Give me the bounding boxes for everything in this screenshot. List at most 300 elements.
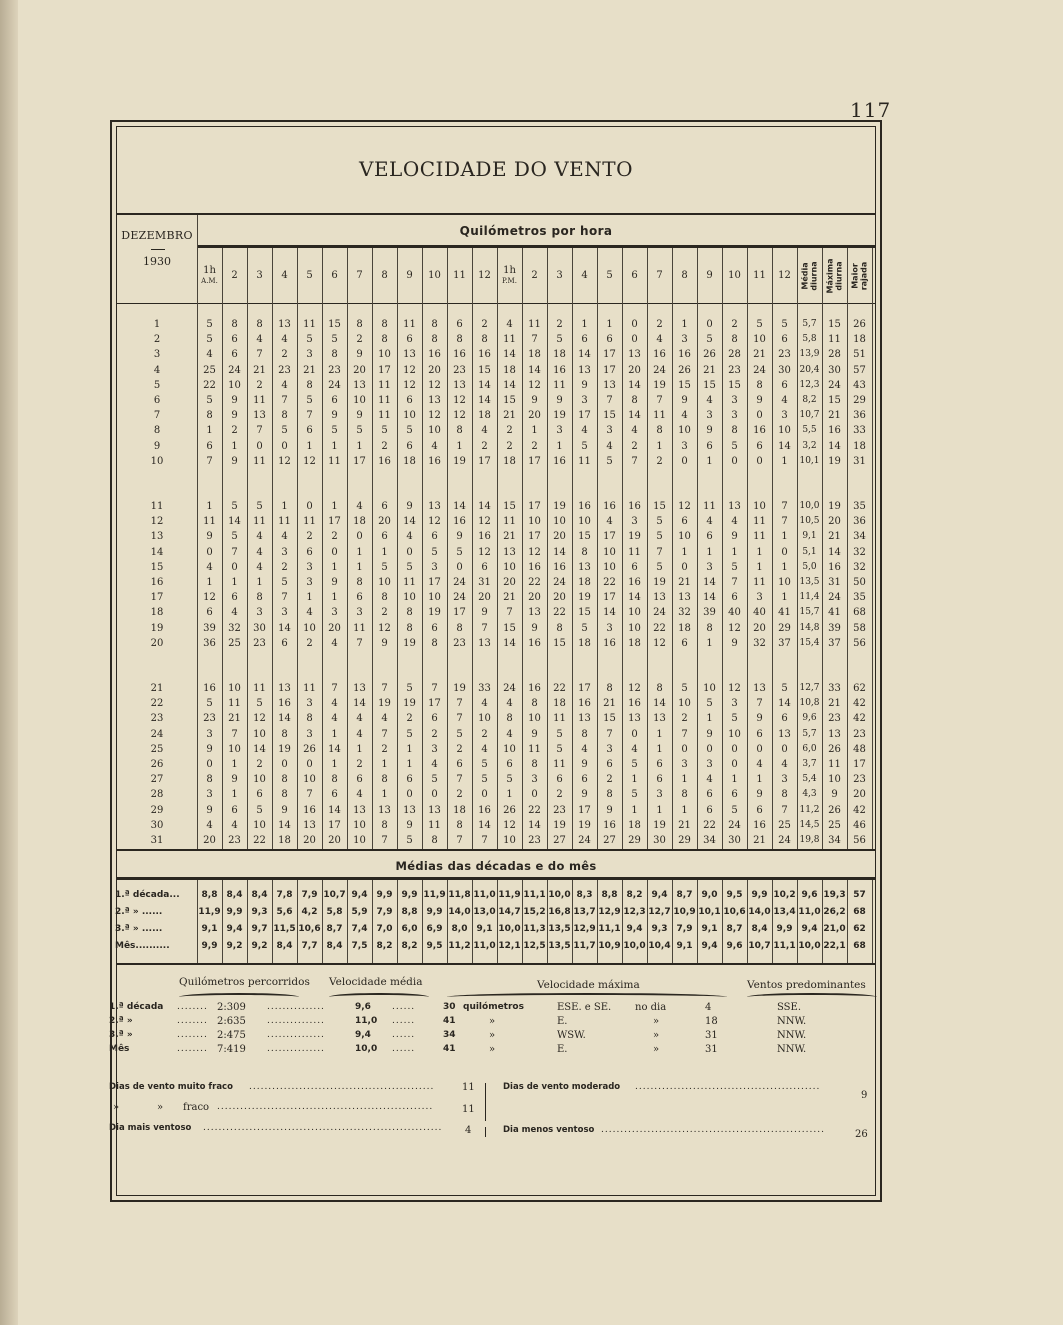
table-cell: 21: [828, 698, 841, 710]
medias-cell: 9,6: [801, 890, 818, 900]
table-cell: 2: [281, 561, 288, 573]
table-cell: 56: [853, 637, 866, 649]
table-cell: 1: [706, 455, 713, 467]
dia-value: 4: [705, 1002, 712, 1013]
table-cell: 4: [481, 743, 488, 755]
table-cell: 18: [453, 804, 466, 816]
table-cell: 1: [331, 501, 338, 512]
hour-label: 5: [306, 270, 313, 281]
medias-row-label: 3.ª » ......: [115, 924, 163, 934]
menos-ventoso-label: Dia menos ventoso: [503, 1125, 595, 1135]
medias-cell: 11,0: [473, 890, 496, 900]
table-cell: 3: [356, 607, 363, 619]
medias-cell: 9,4: [226, 924, 243, 934]
table-cell: 20: [553, 531, 566, 543]
table-cell: 19: [378, 698, 391, 710]
table-cell: 24: [453, 592, 466, 604]
table-cell: 0: [756, 743, 763, 755]
medias-cell: 12,3: [623, 907, 646, 917]
table-cell: 1: [331, 759, 338, 770]
table-cell: 2: [506, 440, 513, 452]
table-cell: 1: [356, 561, 363, 573]
table-cell: 9: [531, 728, 538, 740]
medias-cell: 10,0: [498, 924, 521, 934]
table-cell: 3: [606, 622, 613, 634]
table-cell: 9: [581, 379, 588, 391]
medias-cell: 11,0: [473, 941, 496, 951]
ditto-mark: »: [653, 1030, 660, 1041]
table-cell: 10: [253, 774, 266, 786]
table-cell: 6: [431, 713, 438, 725]
table-cell: 19: [578, 592, 591, 604]
table-cell: 21: [678, 577, 691, 588]
ditto-mark: »: [653, 1044, 660, 1055]
table-cell: 10: [403, 410, 416, 422]
table-cell: 24: [653, 364, 666, 376]
table-cell: 1: [706, 713, 713, 725]
table-cell: 14: [253, 743, 266, 755]
table-cell: 22: [603, 577, 616, 588]
table-cell: 19: [653, 379, 666, 391]
table-cell: 3: [731, 410, 738, 422]
vel-max-value: 41: [443, 1016, 456, 1026]
hour-header: [447, 251, 472, 301]
table-cell: 9,1: [802, 531, 817, 542]
table-cell: 10: [503, 835, 516, 846]
table-cell: 2: [306, 531, 313, 543]
hour-label: 3: [556, 270, 563, 281]
table-cell: 6: [406, 774, 413, 786]
table-cell: 1: [406, 743, 413, 755]
table-cell: 17: [428, 577, 441, 588]
hour-header: [622, 251, 647, 301]
table-cell: 6: [681, 637, 688, 649]
table-cell: 11: [503, 516, 516, 528]
table-cell: 22: [653, 622, 666, 634]
table-cell: 13: [453, 379, 466, 391]
table-cell: 12: [453, 410, 466, 422]
table-cell: 15: [728, 379, 741, 391]
hour-header: [572, 251, 597, 301]
section-brace: [179, 993, 299, 1001]
table-cell: 7: [231, 728, 238, 740]
table-cell: 1: [356, 440, 363, 452]
medias-cell: 9,7: [251, 924, 268, 934]
table-cell: 26: [303, 743, 316, 755]
table-cell: 10: [428, 425, 441, 437]
medias-cell: 11,1: [773, 941, 796, 951]
table-cell: 4: [431, 759, 438, 770]
table-cell: 16: [828, 425, 841, 437]
table-cell: 8: [206, 774, 213, 786]
table-cell: 36: [853, 516, 866, 528]
medias-cell: 9,9: [776, 924, 793, 934]
table-cell: 6: [231, 334, 238, 346]
table-cell: 12: [628, 683, 641, 694]
table-cell: 1: [556, 440, 563, 452]
table-cell: 4: [631, 425, 638, 437]
table-cell: 13: [428, 395, 441, 406]
table-cell: 16: [653, 349, 666, 361]
medias-cell: 57: [853, 890, 866, 900]
table-cell: 3: [331, 607, 338, 619]
table-cell: 11: [753, 531, 766, 543]
table-cell: 1: [656, 440, 663, 452]
table-cell: 4: [681, 410, 688, 422]
table-cell: 28: [728, 349, 741, 361]
table-cell: 14: [528, 364, 541, 376]
table-cell: 3: [781, 410, 788, 422]
table-cell: 20: [203, 835, 216, 846]
table-cell: 3: [556, 425, 563, 437]
table-cell: 50: [853, 577, 866, 588]
medias-cell: 8,2: [376, 941, 393, 951]
hour-header: [322, 251, 347, 301]
table-cell: 5: [706, 334, 713, 346]
table-cell: 8: [256, 592, 263, 604]
table-cell: 11: [578, 455, 591, 467]
vel-max-value: 34: [443, 1030, 456, 1040]
table-cell: 1: [756, 546, 763, 558]
table-cell: 24: [653, 607, 666, 619]
table-cell: 13: [303, 819, 316, 831]
table-cell: 25: [778, 819, 791, 831]
day-label: 23: [150, 713, 164, 725]
hour-label: 4: [281, 270, 288, 281]
hour-header: [197, 251, 222, 301]
table-cell: 16: [453, 516, 466, 528]
table-cell: 9: [206, 531, 213, 543]
table-cell: 10: [753, 501, 766, 512]
table-cell: 11: [403, 577, 416, 588]
ditto-mark: »: [489, 1030, 496, 1041]
medias-cell: 9,2: [251, 941, 268, 951]
medias-cell: 7,7: [301, 941, 318, 951]
table-cell: 4: [481, 698, 488, 710]
table-cell: 4: [331, 637, 338, 649]
table-cell: 20: [328, 622, 341, 634]
table-cell: 2: [406, 713, 413, 725]
table-cell: 6: [756, 440, 763, 452]
medias-cell: 7,5: [351, 941, 368, 951]
table-cell: 6: [581, 334, 588, 346]
table-cell: 5: [331, 425, 338, 437]
table-cell: 6: [731, 789, 738, 801]
table-cell: 14: [278, 622, 291, 634]
table-cell: 10: [678, 698, 691, 710]
summary-column-label: Máxima diurna: [825, 258, 844, 294]
table-cell: 2: [256, 379, 263, 391]
table-cell: 21: [753, 349, 766, 361]
table-cell: 12: [528, 379, 541, 391]
table-cell: 4: [781, 759, 788, 770]
table-cell: 1: [506, 789, 513, 801]
day-label: 13: [150, 531, 164, 543]
table-cell: 1: [456, 440, 463, 452]
medias-cell: 8,8: [601, 890, 618, 900]
table-cell: 3: [206, 789, 213, 801]
medias-row-label: 2.ª » ......: [115, 907, 163, 917]
table-cell: 12: [428, 516, 441, 528]
table-cell: 0: [756, 455, 763, 467]
table-cell: 0: [756, 410, 763, 422]
units-header: Quilómetros por hora: [459, 224, 613, 238]
medias-cell: 9,9: [426, 907, 443, 917]
table-cell: 3: [306, 349, 313, 361]
table-cell: 26: [703, 349, 716, 361]
table-cell: 10: [228, 743, 241, 755]
table-cell: 0: [356, 531, 363, 543]
day-label: 10: [150, 455, 164, 467]
table-cell: 11: [253, 683, 266, 694]
table-cell: 8: [681, 789, 688, 801]
table-cell: 14: [528, 819, 541, 831]
table-cell: 11: [503, 334, 516, 346]
table-cell: 11: [553, 713, 566, 725]
table-cell: 21: [303, 364, 316, 376]
table-cell: 13: [403, 804, 416, 816]
table-cell: 18: [678, 622, 691, 634]
ditto-mark: »: [113, 1102, 120, 1113]
table-cell: 8: [406, 622, 413, 634]
table-cell: 8: [731, 334, 738, 346]
table-cell: 4: [781, 395, 788, 406]
medias-cell: 9,9: [201, 941, 218, 951]
leader-dots: ........: [177, 1002, 208, 1012]
table-cell: 5: [481, 759, 488, 770]
table-cell: 10: [528, 713, 541, 725]
table-cell: 14: [778, 440, 791, 452]
table-cell: 15: [603, 713, 616, 725]
table-cell: 1: [681, 319, 688, 330]
hour-header: [297, 251, 322, 301]
leader-dots: ..........................................................: [601, 1125, 825, 1135]
table-cell: 6: [331, 395, 338, 406]
medias-cell: 9,9: [751, 890, 768, 900]
section-brace: [447, 993, 727, 1001]
table-cell: 3: [306, 698, 313, 710]
leader-dots: ......: [392, 1002, 416, 1012]
table-cell: 11: [303, 319, 316, 330]
table-cell: 16: [478, 804, 491, 816]
medias-cell: 14,0: [748, 907, 771, 917]
table-cell: 15: [828, 395, 841, 406]
table-cell: 27: [553, 835, 566, 846]
table-cell: 8: [381, 334, 388, 346]
table-cell: 18: [528, 349, 541, 361]
medias-cell: 7,9: [676, 924, 693, 934]
table-cell: 2: [456, 789, 463, 801]
table-cell: 4: [356, 789, 363, 801]
table-cell: 39: [203, 622, 216, 634]
leader-dots: ...............: [267, 1030, 325, 1040]
table-cell: 30: [728, 835, 741, 846]
table-cell: 2: [606, 774, 613, 786]
table-cell: 24: [503, 683, 516, 694]
table-cell: 43: [853, 379, 866, 391]
medias-rule: [117, 877, 875, 880]
table-cell: 12: [253, 713, 266, 725]
table-cell: 29: [853, 395, 866, 406]
table-cell: 8: [381, 319, 388, 330]
table-cell: 12,7: [799, 683, 820, 693]
hour-label: 7: [656, 270, 663, 281]
table-cell: 26: [678, 364, 691, 376]
table-cell: 17: [578, 804, 591, 816]
table-cell: 23: [728, 364, 741, 376]
table-cell: 11,2: [799, 804, 820, 815]
table-cell: 15: [703, 379, 716, 391]
page-gutter: [0, 0, 18, 1325]
table-cell: 1: [781, 455, 788, 467]
table-cell: 7: [656, 546, 663, 558]
table-cell: 0: [406, 789, 413, 801]
summary-column-label: Média diurna: [800, 261, 819, 291]
table-cell: 0: [706, 743, 713, 755]
table-cell: 10: [478, 713, 491, 725]
table-cell: 7: [256, 425, 263, 437]
table-cell: 41: [778, 607, 791, 619]
table-cell: 13: [603, 379, 616, 391]
table-cell: 6: [431, 531, 438, 543]
medias-cell: 9,9: [226, 907, 243, 917]
table-cell: 12: [378, 622, 391, 634]
table-cell: 12: [403, 379, 416, 391]
day-label: 6: [153, 395, 161, 406]
table-cell: 3: [306, 728, 313, 740]
table-cell: 0: [256, 440, 263, 452]
table-cell: 22: [703, 819, 716, 831]
day-label: 15: [150, 561, 164, 573]
table-cell: 8: [431, 835, 438, 846]
dia-value: 31: [705, 1030, 718, 1041]
table-cell: 16: [678, 349, 691, 361]
table-cell: 9: [331, 577, 338, 588]
table-cell: 7: [281, 395, 288, 406]
table-cell: 14: [578, 349, 591, 361]
table-cell: 1: [706, 637, 713, 649]
table-cell: 24: [728, 819, 741, 831]
leader-dots: ........................................................: [217, 1102, 434, 1112]
table-cell: 48: [853, 743, 866, 755]
medias-cell: 12,7: [648, 907, 671, 917]
table-cell: 1: [206, 577, 213, 588]
table-cell: 68: [853, 607, 866, 619]
table-cell: 2: [631, 440, 638, 452]
table-cell: 5: [456, 728, 463, 740]
medias-cell: 9,6: [726, 941, 743, 951]
medias-cell: 7,9: [376, 907, 393, 917]
table-cell: 11: [353, 622, 366, 634]
table-cell: 19: [278, 743, 291, 755]
table-cell: 1: [206, 425, 213, 437]
leader-dots: ........: [177, 1016, 208, 1026]
table-cell: 7: [656, 395, 663, 406]
table-cell: 9: [381, 637, 388, 649]
table-cell: 37: [778, 637, 791, 649]
table-cell: 19: [628, 531, 641, 543]
table-cell: 11: [253, 516, 266, 528]
table-cell: 8: [581, 546, 588, 558]
medias-cell: 8,3: [576, 890, 593, 900]
table-cell: 7: [681, 728, 688, 740]
table-cell: 6: [206, 440, 213, 452]
table-cell: 12: [728, 622, 741, 634]
table-cell: 17: [528, 531, 541, 543]
table-cell: 10,5: [799, 516, 820, 527]
medias-cell: 11,9: [198, 907, 221, 917]
table-cell: 14: [553, 546, 566, 558]
leader-dots: ........: [177, 1030, 208, 1040]
table-cell: 2: [481, 440, 488, 452]
table-cell: 0: [406, 546, 413, 558]
table-cell: 7: [206, 455, 213, 467]
medias-cell: 5,9: [351, 907, 368, 917]
table-cell: 13: [353, 804, 366, 816]
table-cell: 2: [481, 319, 488, 330]
table-cell: 13: [278, 683, 291, 694]
table-cell: 13: [353, 683, 366, 694]
table-cell: 14: [353, 698, 366, 710]
medias-row-label: 1.ª década...: [115, 890, 180, 900]
table-cell: 5: [206, 698, 213, 710]
medias-cell: 14,0: [448, 907, 471, 917]
table-cell: 16: [278, 698, 291, 710]
table-cell: 23: [853, 774, 866, 786]
vel-media-header: Velocidade média: [329, 976, 423, 988]
table-cell: 34: [828, 835, 841, 846]
table-cell: 4: [356, 501, 363, 512]
medias-cell: 9,1: [201, 924, 218, 934]
table-cell: 16: [528, 683, 541, 694]
table-cell: 6: [281, 637, 288, 649]
table-cell: 20: [478, 592, 491, 604]
table-cell: 8: [456, 819, 463, 831]
table-cell: 1: [231, 440, 238, 452]
table-cell: 4: [731, 516, 738, 528]
table-cell: 14: [653, 698, 666, 710]
medias-cell: 5,6: [276, 907, 293, 917]
table-cell: 6,0: [802, 743, 817, 754]
table-cell: 31: [478, 577, 491, 588]
table-cell: 9: [406, 501, 413, 512]
table-cell: 14: [328, 743, 341, 755]
table-cell: 3: [656, 789, 663, 801]
table-cell: 16: [603, 637, 616, 649]
table-cell: 19: [828, 501, 841, 512]
table-cell: 14: [228, 516, 241, 528]
table-cell: 5: [431, 546, 438, 558]
medias-cell: 16,8: [548, 907, 571, 917]
table-cell: 9: [706, 425, 713, 437]
table-cell: 16: [628, 698, 641, 710]
summary-top-rule: [117, 963, 875, 965]
table-cell: 11: [553, 759, 566, 770]
table-cell: 15: [678, 379, 691, 391]
table-cell: 29: [628, 835, 641, 846]
fraco-value: 11: [462, 1104, 475, 1115]
table-cell: 9: [731, 531, 738, 543]
medias-cell: 13,7: [573, 907, 596, 917]
table-cell: 25: [228, 637, 241, 649]
table-cell: 1: [356, 743, 363, 755]
medias-cell: 12,9: [598, 907, 621, 917]
table-cell: 0: [281, 759, 288, 770]
table-cell: 12: [728, 683, 741, 694]
table-cell: 6: [331, 789, 338, 801]
table-cell: 5: [256, 501, 263, 512]
table-cell: 10: [303, 774, 316, 786]
